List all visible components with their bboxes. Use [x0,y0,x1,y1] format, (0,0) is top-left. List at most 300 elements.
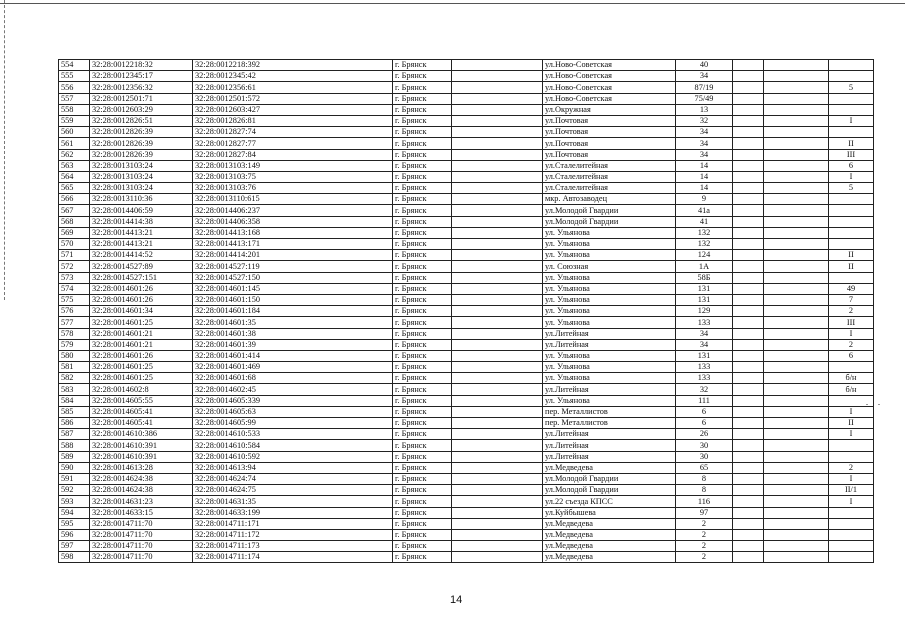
object-cadastral-number-cell: 32:28:0012826:81 [193,115,393,126]
apartment-cell: II [829,250,874,261]
object-cadastral-number-cell: 32:28:0013103:76 [193,183,393,194]
empty-cell [452,473,543,484]
empty-cell [733,451,764,462]
row-number-cell: 595 [59,518,90,529]
empty-cell [764,507,829,518]
empty-cell [452,294,543,305]
empty-cell [764,373,829,384]
street-cell: ул. Ульянова [543,283,676,294]
empty-cell [733,462,764,473]
street-cell: ул.Молодой Гвардии [543,473,676,484]
city-cell: г. Брянск [393,429,452,440]
city-cell: г. Брянск [393,239,452,250]
table-row [59,541,874,552]
house-number-cell: 40 [676,60,733,71]
land-cadastral-number-cell: 32:28:0014601:25 [90,373,193,384]
row-number-cell: 588 [59,440,90,451]
empty-cell [733,71,764,82]
row-number-cell: 577 [59,317,90,328]
row-number-cell: 578 [59,328,90,339]
row-number-cell: 586 [59,418,90,429]
empty-cell [452,529,543,540]
empty-cell [764,82,829,93]
house-number-cell: 65 [676,462,733,473]
city-cell: г. Брянск [393,227,452,238]
empty-cell [764,138,829,149]
table-row [59,384,874,395]
object-cadastral-number-cell: 32:28:0014601:38 [193,328,393,339]
land-cadastral-number-cell: 32:28:0014601:25 [90,362,193,373]
empty-cell [764,451,829,462]
row-number-cell: 570 [59,239,90,250]
house-number-cell: 133 [676,362,733,373]
empty-cell [733,272,764,283]
apartment-cell [829,104,874,115]
street-cell: ул.Почтовая [543,149,676,160]
empty-cell [764,205,829,216]
empty-cell [452,328,543,339]
table-row [59,71,874,82]
scan-speck [878,404,880,405]
empty-cell [764,306,829,317]
empty-cell [733,227,764,238]
row-number-cell: 564 [59,171,90,182]
house-number-cell: 34 [676,127,733,138]
empty-cell [764,160,829,171]
apartment-cell: III [829,149,874,160]
object-cadastral-number-cell: 32:28:0014711:171 [193,518,393,529]
empty-cell [764,194,829,205]
empty-cell [764,384,829,395]
apartment-cell [829,395,874,406]
table-row [59,317,874,328]
row-number-cell: 572 [59,261,90,272]
row-number-cell: 573 [59,272,90,283]
city-cell: г. Брянск [393,205,452,216]
house-number-cell: 132 [676,239,733,250]
empty-cell [452,160,543,171]
land-cadastral-number-cell: 32:28:0014601:25 [90,317,193,328]
empty-cell [764,115,829,126]
table-row [59,194,874,205]
city-cell: г. Брянск [393,350,452,361]
row-number-cell: 555 [59,71,90,82]
apartment-cell: I [829,115,874,126]
land-cadastral-number-cell: 32:28:0012826:39 [90,149,193,160]
house-number-cell: 8 [676,473,733,484]
object-cadastral-number-cell: 32:28:0014527:150 [193,272,393,283]
city-cell: г. Брянск [393,283,452,294]
city-cell: г. Брянск [393,440,452,451]
house-number-cell: 6 [676,406,733,417]
object-cadastral-number-cell: 32:28:0014711:174 [193,552,393,563]
house-number-cell: 8 [676,485,733,496]
row-number-cell: 568 [59,216,90,227]
row-number-cell: 593 [59,496,90,507]
row-number-cell: 581 [59,362,90,373]
row-number-cell: 585 [59,406,90,417]
land-cadastral-number-cell: 32:28:0012826:39 [90,138,193,149]
house-number-cell: 131 [676,294,733,305]
object-cadastral-number-cell: 32:28:0014406:358 [193,216,393,227]
empty-cell [733,384,764,395]
row-number-cell: 562 [59,149,90,160]
empty-cell [733,82,764,93]
empty-cell [733,362,764,373]
land-cadastral-number-cell: 32:28:0014413:21 [90,227,193,238]
city-cell: г. Брянск [393,194,452,205]
city-cell: г. Брянск [393,171,452,182]
empty-cell [764,362,829,373]
apartment-cell: 5 [829,82,874,93]
empty-cell [733,205,764,216]
empty-cell [452,429,543,440]
city-cell: г. Брянск [393,529,452,540]
object-cadastral-number-cell: 32:28:0014624:75 [193,485,393,496]
apartment-cell [829,529,874,540]
house-number-cell: 87/19 [676,82,733,93]
house-number-cell: 111 [676,395,733,406]
empty-cell [733,440,764,451]
empty-cell [733,171,764,182]
object-cadastral-number-cell: 32:28:0014413:168 [193,227,393,238]
house-number-cell: 131 [676,350,733,361]
city-cell: г. Брянск [393,149,452,160]
row-number-cell: 576 [59,306,90,317]
object-cadastral-number-cell: 32:28:0012827:74 [193,127,393,138]
house-number-cell: 13 [676,104,733,115]
empty-cell [452,194,543,205]
empty-cell [764,250,829,261]
object-cadastral-number-cell: 32:28:0012218:392 [193,60,393,71]
empty-cell [764,485,829,496]
house-number-cell: 124 [676,250,733,261]
empty-cell [764,104,829,115]
empty-cell [764,350,829,361]
empty-cell [733,317,764,328]
empty-cell [452,496,543,507]
street-cell: ул. Ульянова [543,306,676,317]
apartment-cell [829,362,874,373]
house-number-cell: 30 [676,440,733,451]
table-row [59,462,874,473]
city-cell: г. Брянск [393,473,452,484]
house-number-cell: 34 [676,328,733,339]
city-cell: г. Брянск [393,317,452,328]
apartment-cell: 49 [829,283,874,294]
empty-cell [733,93,764,104]
empty-cell [733,60,764,71]
empty-cell [764,227,829,238]
empty-cell [764,60,829,71]
empty-cell [733,328,764,339]
street-cell: ул. Ульянова [543,239,676,250]
empty-cell [452,418,543,429]
land-cadastral-number-cell: 32:28:0014605:55 [90,395,193,406]
object-cadastral-number-cell: 32:28:0012345:42 [193,71,393,82]
empty-cell [733,115,764,126]
street-cell: пер. Металлистов [543,406,676,417]
apartment-cell: I [829,406,874,417]
row-number-cell: 571 [59,250,90,261]
empty-cell [733,306,764,317]
row-number-cell: 569 [59,227,90,238]
land-cadastral-number-cell: 32:28:0014602:8 [90,384,193,395]
object-cadastral-number-cell: 32:28:0014633:199 [193,507,393,518]
row-number-cell: 584 [59,395,90,406]
object-cadastral-number-cell: 32:28:0012827:84 [193,149,393,160]
house-number-cell: 2 [676,518,733,529]
city-cell: г. Брянск [393,104,452,115]
apartment-cell [829,216,874,227]
land-cadastral-number-cell: 32:28:0014711:70 [90,529,193,540]
empty-cell [452,205,543,216]
empty-cell [764,418,829,429]
street-cell: ул.Литейная [543,451,676,462]
row-number-cell: 575 [59,294,90,305]
apartment-cell [829,518,874,529]
empty-cell [764,149,829,160]
empty-cell [764,552,829,563]
city-cell: г. Брянск [393,496,452,507]
empty-cell [764,518,829,529]
empty-cell [452,317,543,328]
land-cadastral-number-cell: 32:28:0012826:51 [90,115,193,126]
land-cadastral-number-cell: 32:28:0014601:26 [90,283,193,294]
empty-cell [733,239,764,250]
apartment-cell: 5 [829,183,874,194]
land-cadastral-number-cell: 32:28:0014633:15 [90,507,193,518]
house-number-cell: 2 [676,529,733,540]
empty-cell [452,171,543,182]
empty-cell [452,552,543,563]
land-cadastral-number-cell: 32:28:0014610:391 [90,451,193,462]
land-cadastral-number-cell: 32:28:0013103:24 [90,171,193,182]
city-cell: г. Брянск [393,60,452,71]
house-number-cell: 97 [676,507,733,518]
empty-cell [452,362,543,373]
empty-cell [764,429,829,440]
table-row [59,261,874,272]
empty-cell [764,496,829,507]
house-number-cell: 34 [676,71,733,82]
row-number-cell: 594 [59,507,90,518]
house-number-cell: 116 [676,496,733,507]
empty-cell [452,71,543,82]
street-cell: ул.Ново-Советская [543,71,676,82]
land-cadastral-number-cell: 32:28:0014605:41 [90,418,193,429]
land-cadastral-number-cell: 32:28:0014613:28 [90,462,193,473]
land-cadastral-number-cell: 32:28:0014605:41 [90,406,193,417]
house-number-cell: 1А [676,261,733,272]
apartment-cell: б/н [829,373,874,384]
empty-cell [452,485,543,496]
apartment-cell [829,440,874,451]
object-cadastral-number-cell: 32:28:0014601:469 [193,362,393,373]
empty-cell [764,171,829,182]
street-cell: ул.Литейная [543,384,676,395]
object-cadastral-number-cell: 32:28:0013110:615 [193,194,393,205]
table-row [59,451,874,462]
object-cadastral-number-cell: 32:28:0014601:414 [193,350,393,361]
empty-cell [733,339,764,350]
empty-cell [733,541,764,552]
empty-cell [452,518,543,529]
street-cell: ул.22 съезда КПСС [543,496,676,507]
land-cadastral-number-cell: 32:28:0014527:89 [90,261,193,272]
city-cell: г. Брянск [393,82,452,93]
table-row [59,507,874,518]
empty-cell [452,272,543,283]
house-number-cell: 133 [676,373,733,384]
row-number-cell: 565 [59,183,90,194]
table-row [59,373,874,384]
city-cell: г. Брянск [393,362,452,373]
empty-cell [733,518,764,529]
empty-cell [733,418,764,429]
apartment-cell: I [829,328,874,339]
object-cadastral-number-cell: 32:28:0012827:77 [193,138,393,149]
city-cell: г. Брянск [393,138,452,149]
land-cadastral-number-cell: 32:28:0014413:21 [90,239,193,250]
row-number-cell: 558 [59,104,90,115]
city-cell: г. Брянск [393,71,452,82]
house-number-cell: 133 [676,317,733,328]
top-border-line [0,3,905,4]
street-cell: ул.Медведева [543,518,676,529]
house-number-cell: 58Б [676,272,733,283]
object-cadastral-number-cell: 32:28:0014610:592 [193,451,393,462]
table-row [59,183,874,194]
street-cell: ул. Ульянова [543,362,676,373]
street-cell: ул.Почтовая [543,138,676,149]
apartment-cell: II [829,261,874,272]
table-row [59,216,874,227]
street-cell: ул.Медведева [543,552,676,563]
empty-cell [452,306,543,317]
row-number-cell: 559 [59,115,90,126]
empty-cell [452,93,543,104]
street-cell: ул.Молодой Гвардии [543,205,676,216]
apartment-cell [829,272,874,283]
object-cadastral-number-cell: 32:28:0014413:171 [193,239,393,250]
table-row [59,239,874,250]
apartment-cell [829,451,874,462]
empty-cell [733,429,764,440]
table-row [59,115,874,126]
empty-cell [764,339,829,350]
house-number-cell: 34 [676,138,733,149]
street-cell: ул.Ново-Советская [543,82,676,93]
street-cell: ул.Молодой Гвардии [543,485,676,496]
city-cell: г. Брянск [393,507,452,518]
land-cadastral-number-cell: 32:28:0014414:38 [90,216,193,227]
empty-cell [764,127,829,138]
city-cell: г. Брянск [393,339,452,350]
object-cadastral-number-cell: 32:28:0014605:99 [193,418,393,429]
apartment-cell: I [829,473,874,484]
object-cadastral-number-cell: 32:28:0014601:145 [193,283,393,294]
table-row [59,362,874,373]
object-cadastral-number-cell: 32:28:0013103:75 [193,171,393,182]
street-cell: ул.Окружная [543,104,676,115]
apartment-cell: 2 [829,339,874,350]
table-row [59,127,874,138]
empty-cell [452,283,543,294]
apartment-cell: III [829,317,874,328]
street-cell: ул.Почтовая [543,127,676,138]
empty-cell [764,93,829,104]
city-cell: г. Брянск [393,406,452,417]
land-cadastral-number-cell: 32:28:0014527:151 [90,272,193,283]
house-number-cell: 132 [676,227,733,238]
apartment-cell [829,552,874,563]
apartment-cell: 2 [829,462,874,473]
empty-cell [452,261,543,272]
object-cadastral-number-cell: 32:28:0014414:201 [193,250,393,261]
city-cell: г. Брянск [393,115,452,126]
house-number-cell: 32 [676,384,733,395]
street-cell: ул.Медведева [543,541,676,552]
street-cell: ул.Куйбышева [543,507,676,518]
land-cadastral-number-cell: 32:28:0012345:17 [90,71,193,82]
street-cell: ул.Сталелитейная [543,171,676,182]
city-cell: г. Брянск [393,373,452,384]
table-row [59,171,874,182]
empty-cell [733,127,764,138]
table-row [59,272,874,283]
house-number-cell: 34 [676,149,733,160]
row-number-cell: 596 [59,529,90,540]
land-cadastral-number-cell: 32:28:0012218:32 [90,60,193,71]
row-number-cell: 590 [59,462,90,473]
left-margin-line [4,0,6,300]
empty-cell [452,115,543,126]
table-row [59,328,874,339]
apartment-cell: II [829,138,874,149]
empty-cell [733,473,764,484]
house-number-cell: 41 [676,216,733,227]
empty-cell [733,160,764,171]
empty-cell [452,384,543,395]
city-cell: г. Брянск [393,272,452,283]
table-row [59,306,874,317]
street-cell: ул. Ульянова [543,395,676,406]
empty-cell [452,60,543,71]
object-cadastral-number-cell: 32:28:0014624:74 [193,473,393,484]
empty-cell [733,507,764,518]
table-row [59,250,874,261]
land-cadastral-number-cell: 32:28:0014414:52 [90,250,193,261]
land-cadastral-number-cell: 32:28:0014711:70 [90,518,193,529]
object-cadastral-number-cell: 32:28:0014711:173 [193,541,393,552]
empty-cell [733,250,764,261]
house-number-cell: 34 [676,339,733,350]
empty-cell [452,127,543,138]
empty-cell [764,473,829,484]
table-row [59,529,874,540]
table-row [59,60,874,71]
house-number-cell: 26 [676,429,733,440]
house-number-cell: 129 [676,306,733,317]
object-cadastral-number-cell: 32:28:0014610:533 [193,429,393,440]
street-cell: ул.Сталелитейная [543,160,676,171]
land-cadastral-number-cell: 32:28:0014631:23 [90,496,193,507]
city-cell: г. Брянск [393,384,452,395]
city-cell: г. Брянск [393,485,452,496]
land-cadastral-number-cell: 32:28:0012501:71 [90,93,193,104]
city-cell: г. Брянск [393,541,452,552]
